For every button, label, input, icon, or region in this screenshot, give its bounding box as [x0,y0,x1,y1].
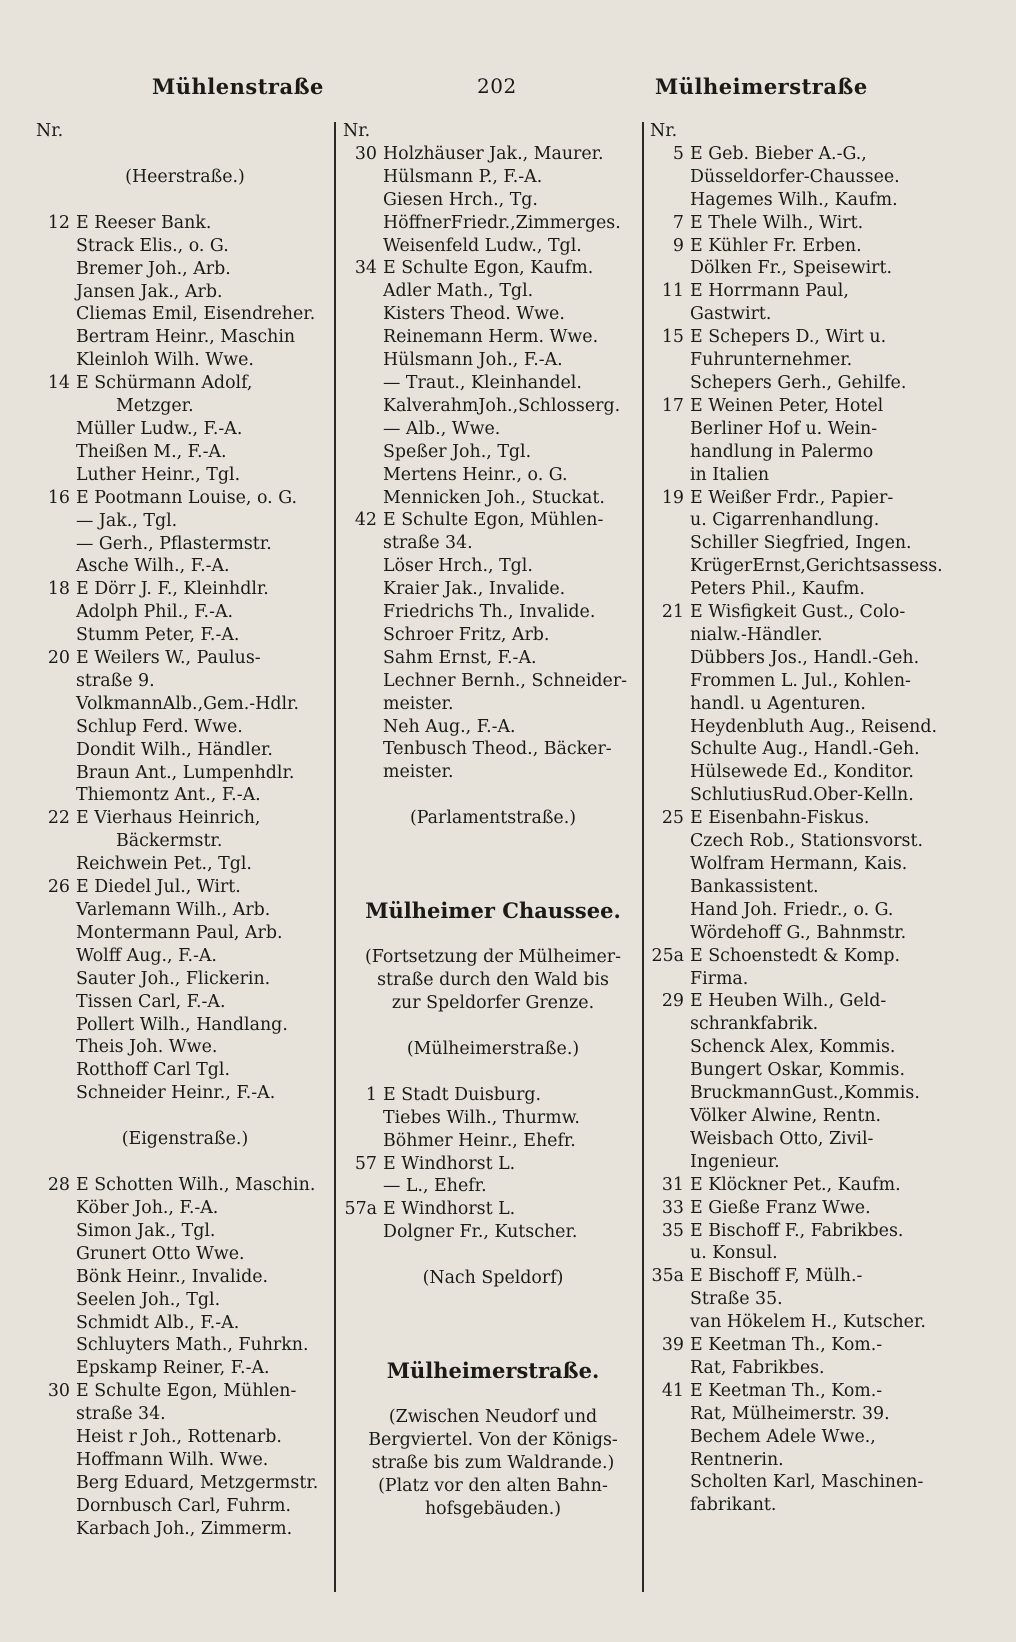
street-heading: Mülheimerstraße. [386,1358,600,1384]
address-entry [650,1174,994,1197]
address-entry [36,487,334,510]
resident-line: nialw.-Händler. [690,624,823,645]
resident-text: E Schotten Wilh., Maschin. [76,1175,316,1196]
resident-line: Schepers Gerh., Gehilfe. [690,372,907,393]
resident-line: Metzger. [116,396,194,417]
address-entry [650,1197,994,1220]
resident-line: Hand Joh. Friedr., o. G. [690,899,894,920]
resident-text: E Stadt Duisburg. [383,1084,542,1105]
house-number: 28 [47,1175,70,1196]
resident-text: E Horrmann Paul, [690,281,849,302]
house-number: 22 [47,808,70,829]
resident-line: Hülsmann Joh., F.-A. [383,350,563,371]
spacer [343,830,643,876]
resident-text: E Schoenstedt & Komp. [690,945,901,966]
resident-line: Theißen M., F.-A. [76,441,227,462]
resident-line: — Gerh., Pflastermstr. [76,533,272,554]
street-note: straße durch den Wald bis [377,970,609,991]
left-street-header: Mühlenstraße [152,74,324,99]
address-entry [650,807,994,830]
address-entry [36,647,334,670]
resident-line: Kleinloh Wilh. Wwe. [76,350,254,371]
resident-line: Dolgner Fr., Kutscher. [383,1222,578,1243]
spacer [36,1151,334,1174]
resident-line: — Alb., Wwe. [383,418,501,439]
resident-line: Firma. [690,968,749,989]
resident-line: straße 9. [76,670,155,691]
spacer [36,1105,334,1128]
resident-line: VolkmannAlb.,Gem.-Hdlr. [76,693,299,714]
resident-line: Wördehoff G., Bahnmstr. [690,922,907,943]
resident-line: Mennicken Joh., Stuckat. [383,487,605,508]
resident-line: Jansen Jak., Arb. [76,281,223,302]
house-number: 57 [354,1153,377,1174]
house-number: 25 [661,808,684,829]
house-number: 1 [365,1084,377,1105]
resident-text: E Gieße Franz Wwe. [690,1197,871,1218]
address-entry [650,487,994,510]
resident-line: Hülsewede Ed., Konditor. [690,762,914,783]
resident-line: Völker Alwine, Rentn. [690,1105,882,1126]
resident-text: E Weißer Frdr., Papier- [690,487,894,508]
column-2 [343,120,643,1590]
resident-line: Schiller Siegfried, Ingen. [690,533,912,554]
resident-line: Gastwirt. [690,304,772,325]
resident-line: Scholten Karl, Maschinen- [690,1472,924,1493]
resident-line: Dölken Fr., Speisewirt. [690,258,892,279]
address-entry [36,1380,334,1403]
section-heading: (Nach Speldorf) [422,1268,564,1289]
address-entry [650,143,994,166]
resident-line: Friedrichs Th., Invalide. [383,602,596,623]
address-entry [650,1334,994,1357]
house-number: 14 [47,373,70,394]
resident-line: Müller Ludw., F.-A. [76,418,243,439]
resident-text: E Wisfigkeit Gust., Colo- [690,602,906,623]
resident-line: Dornbusch Carl, Fuhrm. [76,1495,292,1516]
resident-line: Sahm Ernst, F.-A. [383,647,537,668]
resident-line: HöffnerFriedr.,Zimmerges. [383,212,621,233]
house-number: 35 [661,1220,684,1241]
house-number: 9 [672,235,684,256]
address-entry [650,1265,994,1288]
resident-line: Luther Heinr., Tgl. [76,464,241,485]
spacer [343,1015,643,1038]
resident-line: Rentnerin. [690,1449,784,1470]
resident-line: Asche Wilh., F.-A. [76,556,230,577]
resident-line: Bäckermstr. [116,831,223,852]
house-number: 16 [47,487,70,508]
resident-line: Berg Eduard, Metzgermstr. [76,1472,319,1493]
resident-line: handl. u Agenturen. [690,693,866,714]
resident-line: Schulte Aug., Handl.-Geh. [690,739,920,760]
house-number: 57a [344,1199,377,1220]
resident-line: Braun Ant., Lumpenhdlr. [76,762,295,783]
spacer [343,1290,643,1336]
resident-text: E Bischoff F., Fabrikbes. [690,1220,904,1241]
resident-text: E Schürmann Adolf, [76,373,253,394]
resident-text: E Dörr J. F., Kleinhdlr. [76,579,269,600]
house-number: 15 [661,327,684,348]
resident-line: Berliner Hof u. Wein- [690,418,878,439]
house-number: 30 [354,143,377,164]
resident-line: u. Konsul. [690,1243,778,1264]
address-entry [36,212,334,235]
resident-line: Speßer Joh., Tgl. [383,441,532,462]
resident-line: Dondit Wilh., Händler. [76,739,273,760]
resident-line: Tissen Carl, F.-A. [76,991,226,1012]
house-number: 33 [661,1197,684,1218]
house-number: 29 [661,991,684,1012]
resident-line: Böhmer Heinr., Ehefr. [383,1130,576,1151]
resident-line: Schneider Heinr., F.-A. [76,1083,276,1104]
resident-line: schrankfabrik. [690,1014,819,1035]
resident-line: Heydenbluth Aug., Reisend. [690,716,938,737]
resident-line: Bungert Oskar, Kommis. [690,1060,905,1081]
resident-line: Adler Math., Tgl. [383,281,534,302]
resident-line: BruckmannGust.,Kommis. [690,1083,920,1104]
resident-line: Schlup Ferd. Wwe. [76,716,243,737]
street-note: hofsgebäuden.) [424,1498,562,1519]
resident-line: Schenck Alex, Kommis. [690,1037,896,1058]
resident-line: Schluyters Math., Fuhrkn. [76,1335,309,1356]
resident-line: van Hökelem H., Kutscher. [690,1312,926,1333]
street-heading: Mülheimer Chaussee. [365,898,621,924]
resident-line: Rat, Fabrikbes. [690,1357,825,1378]
resident-line: Sauter Joh., Flickerin. [76,968,271,989]
resident-line: Czech Rob., Stationsvorst. [690,831,923,852]
house-number: 42 [354,510,377,531]
resident-line: Strack Elis., o. G. [76,235,229,256]
address-entry [650,990,994,1013]
street-note: Bergviertel. Von der Königs- [368,1429,618,1450]
resident-text: E Weinen Peter, Hotel [690,395,884,416]
spacer [343,1336,643,1359]
resident-line: in Italien [690,464,770,485]
spacer [36,143,334,166]
section-heading: (Heerstraße.) [125,166,245,187]
resident-line: Kisters Theod. Wwe. [383,304,565,325]
resident-text: E Windhorst L. [383,1199,516,1220]
resident-line: Lechner Bernh., Schneider- [383,670,628,691]
resident-line: Straße 35. [690,1289,783,1310]
resident-line: Hoffmann Wilh. Wwe. [76,1449,269,1470]
resident-line: Dübbers Jos., Handl.-Geh. [690,647,920,668]
resident-line: Ingenieur. [690,1151,780,1172]
address-entry [650,1220,994,1243]
resident-line: Frommen L. Jul., Kohlen- [690,670,911,691]
resident-line: Simon Jak., Tgl. [76,1220,216,1241]
resident-line: meister. [383,762,454,783]
resident-text: E Kühler Fr. Erben. [690,235,862,256]
resident-line: — Jak., Tgl. [76,510,178,531]
spacer [343,784,643,807]
resident-line: Heist r Joh., Rottenarb. [76,1427,282,1448]
address-entry [650,1380,994,1403]
address-entry [36,372,334,395]
resident-line: Reinemann Herm. Wwe. [383,327,599,348]
resident-line: straße 34. [76,1404,166,1425]
resident-text: E Pootmann Louise, o. G. [76,487,298,508]
resident-line: Bertram Heinr., Maschin [76,327,296,348]
house-number: 34 [354,258,377,279]
resident-text: Holzhäuser Jak., Maurer. [383,143,604,164]
resident-text: E Vierhaus Heinrich, [76,808,261,829]
address-entry [343,509,643,532]
column-label-nr: Nr. [36,121,64,141]
resident-line: — Traut., Kleinhandel. [383,372,582,393]
resident-line: Thiemontz Ant., F.-A. [76,785,261,806]
resident-text: E Schepers D., Wirt u. [690,327,887,348]
resident-line: Bechem Adele Wwe., [690,1426,876,1447]
resident-line: Varlemann Wilh., Arb. [76,900,271,920]
resident-text: E Thele Wilh., Wirt. [690,212,864,233]
resident-text: E Reeser Bank. [76,212,212,233]
resident-line: Wolfram Hermann, Kais. [690,854,908,874]
resident-line: — L., Ehefr. [383,1176,487,1197]
address-entry [343,1198,643,1221]
address-entry [343,257,643,280]
spacer [343,1244,643,1267]
address-entry [36,876,334,899]
resident-line: Reichwein Pet., Tgl. [76,854,252,875]
resident-text: E Keetman Th., Kom.- [690,1335,883,1356]
house-number: 21 [661,602,684,623]
resident-text: E Weilers W., Paulus- [76,648,261,669]
resident-line: handlung in Palermo [690,441,874,462]
resident-line: Schmidt Alb., F.-A. [76,1312,240,1333]
house-number: 39 [661,1335,684,1356]
spacer [36,189,334,212]
street-note: (Platz vor den alten Bahn- [378,1475,608,1496]
resident-text: E Bischoff F, Mülh.- [690,1266,863,1287]
house-number: 41 [661,1380,684,1401]
address-entry [650,235,994,258]
resident-line: fabrikant. [690,1495,777,1516]
house-number: 7 [672,212,684,233]
resident-line: Fuhrunternehmer. [690,350,853,371]
address-entry [343,143,643,166]
column-3 [650,120,994,1590]
house-number: 17 [661,395,684,416]
right-street-header: Mülheimerstraße [655,74,868,99]
section-heading: (Parlamentstraße.) [409,808,577,829]
spacer [343,923,643,946]
resident-line: Giesen Hrch., Tg. [383,189,538,210]
address-entry [36,1174,334,1197]
house-number: 18 [47,579,70,600]
column-1 [36,120,334,1590]
resident-line: Seelen Joh., Tgl. [76,1289,221,1310]
resident-line: Rotthoff Carl Tgl. [76,1060,230,1081]
address-entry [650,601,994,624]
resident-line: Peters Phil., Kaufm. [690,579,865,600]
resident-line: Hagemes Wilh., Kaufm. [690,189,898,210]
street-note: straße bis zum Waldrande.) [371,1452,615,1473]
address-entry [650,280,994,303]
resident-line: meister. [383,693,454,714]
column-rule-left [334,122,336,1592]
street-note: (Zwischen Neudorf und [388,1407,598,1428]
resident-text: E Windhorst L. [383,1153,516,1174]
column-label-nr: Nr. [650,121,678,141]
resident-text: E Schulte Egon, Kaufm. [383,258,594,279]
resident-text: E Eisenbahn-Fiskus. [690,808,870,829]
resident-line: Rat, Mülheimerstr. 39. [690,1403,890,1424]
resident-line: Tenbusch Theod., Bäcker- [383,739,612,760]
address-entry [36,578,334,601]
address-entry [36,807,334,830]
resident-line: Stumm Peter, F.-A. [76,625,240,646]
address-entry [650,326,994,349]
house-number: 35a [651,1266,684,1287]
spacer [343,1061,643,1084]
resident-line: straße 34. [383,533,473,554]
resident-line: Düsseldorfer-Chaussee. [690,166,900,187]
resident-line: Theis Joh. Wwe. [76,1037,218,1058]
resident-line: Cliemas Emil, Eisendreher. [76,304,316,325]
resident-line: Bremer Joh., Arb. [76,258,231,279]
resident-line: Montermann Paul, Arb. [76,922,283,943]
house-number: 19 [661,487,684,508]
resident-line: Schroer Fritz, Arb. [383,624,550,645]
resident-line: Kraier Jak., Invalide. [383,579,566,600]
resident-line: Grunert Otto Wwe. [76,1243,245,1264]
resident-text: E Schulte Egon, Mühlen- [76,1381,297,1402]
resident-line: Bankassistent. [690,876,819,897]
page-number: 202 [477,74,517,98]
resident-text: E Diedel Jul., Wirt. [76,877,241,898]
resident-text: E Keetman Th., Kom.- [690,1380,883,1401]
resident-text: E Klöckner Pet., Kaufm. [690,1174,901,1195]
house-number: 25a [651,945,684,966]
house-number: 5 [672,143,684,164]
house-number: 26 [47,877,70,898]
resident-line: Pollert Wilh., Handlang. [76,1014,288,1035]
section-heading: (Mülheimerstraße.) [406,1038,580,1059]
resident-line: Weisenfeld Ludw., Tgl. [383,235,582,256]
address-entry [343,1084,643,1107]
section-heading: (Eigenstraße.) [121,1129,249,1150]
house-number: 11 [661,281,684,302]
street-note: (Fortsetzung der Mülheimer- [365,947,621,968]
resident-line: u. Cigarrenhandlung. [690,510,880,531]
resident-line: Wolff Aug., F.-A. [76,945,217,966]
street-note: zur Speldorfer Grenze. [391,993,595,1013]
resident-text: E Heuben Wilh., Geld- [690,991,887,1012]
resident-line: Karbach Joh., Zimmerm. [76,1518,293,1539]
resident-line: KrügerErnst,Gerichtsassess. [690,556,943,577]
house-number: 20 [47,648,70,669]
resident-line: Löser Hrch., Tgl. [383,556,533,577]
address-entry [343,1153,643,1176]
resident-line: SchlutiusRud.Ober-Kelln. [690,785,914,806]
address-entry [650,945,994,968]
address-entry [650,395,994,418]
resident-line: Hülsmann P., F.-A. [383,166,543,187]
spacer [343,1383,643,1406]
house-number: 12 [47,212,70,233]
resident-line: Köber Joh., F.-A. [76,1197,219,1218]
resident-line: Mertens Heinr., o. G. [383,464,568,485]
house-number: 30 [47,1381,70,1402]
spacer [343,876,643,899]
resident-line: Weisbach Otto, Zivil- [690,1128,874,1149]
address-entry [650,212,994,235]
resident-line: Epskamp Reiner, F.-A. [76,1358,270,1379]
resident-line: Tiebes Wilh., Thurmw. [383,1107,580,1128]
resident-text: E Geb. Bieber A.-G., [690,143,867,164]
resident-line: Adolph Phil., F.-A. [76,602,234,623]
resident-line: KalverahmJoh.,Schlosserg. [383,395,621,416]
column-label-nr: Nr. [343,121,371,141]
resident-line: Neh Aug., F.-A. [383,716,516,737]
house-number: 31 [661,1174,684,1195]
resident-line: Bönk Heinr., Invalide. [76,1266,269,1287]
resident-text: E Schulte Egon, Mühlen- [383,510,604,531]
